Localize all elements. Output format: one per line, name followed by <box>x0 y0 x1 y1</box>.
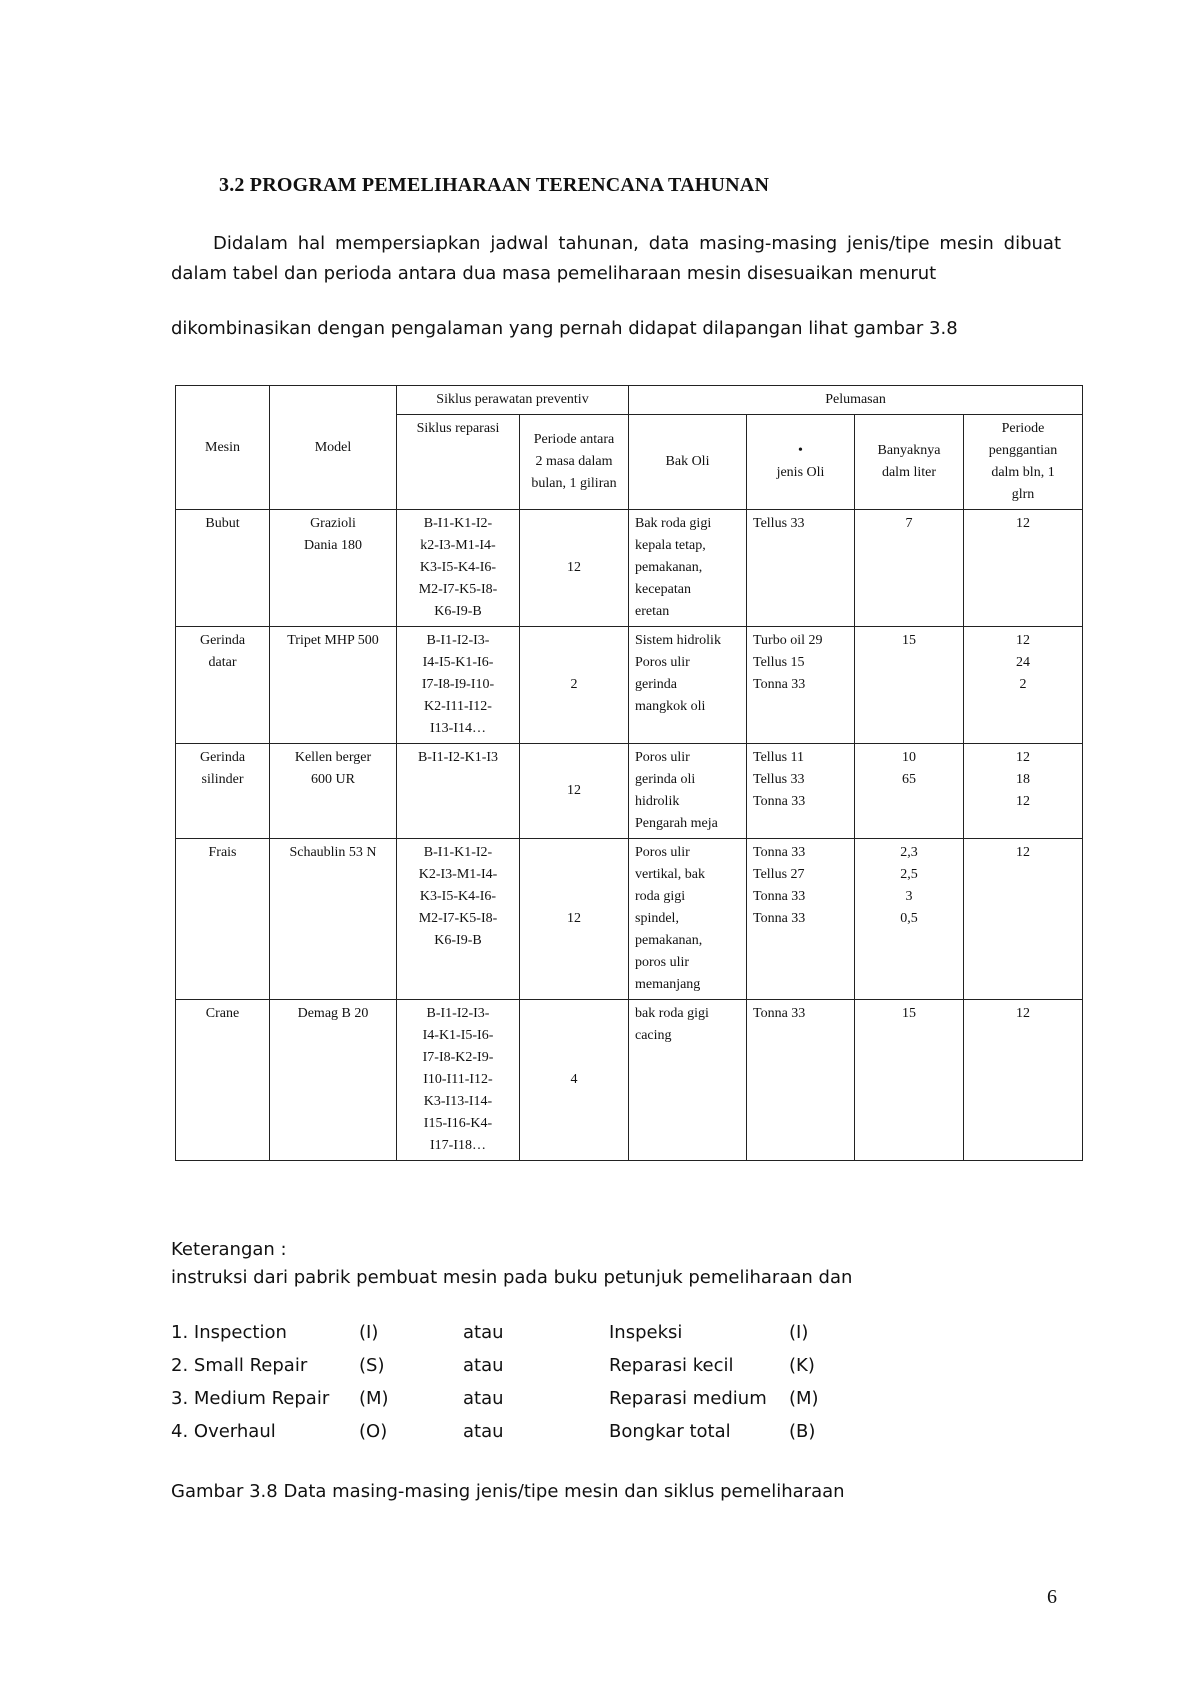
cell-line: Gerinda <box>199 633 246 648</box>
cell-bak-oli <box>629 1000 747 1161</box>
cell-line: K2-I3-M1-I4- <box>418 867 498 882</box>
cell-periode: 2 <box>520 627 629 744</box>
cell-line: M2-I7-K5-I8- <box>418 911 498 926</box>
cell-jenis-oli <box>747 744 855 839</box>
cell-line: Schaublin 53 N <box>289 845 377 860</box>
cell-line: Poros ulir <box>635 845 690 860</box>
cell-line: K3-I5-K4-I6- <box>419 560 497 575</box>
cell-bak-oli <box>629 510 747 627</box>
cell-line: K6-I9-B <box>434 933 482 948</box>
cell-periode: 12 <box>520 510 629 627</box>
cell-line: Gerinda <box>199 750 246 765</box>
cell-line: I7-I8-I9-I10- <box>421 677 495 692</box>
cell-line: B-I1-K1-I2- <box>423 516 493 531</box>
keterangan-text: instruksi dari pabrik pembuat mesin pada buku petunjuk pemeliharaan dan <box>171 1267 853 1288</box>
header-periode-penggantian <box>964 415 1083 510</box>
cell-line: kepala tetap, <box>635 538 706 553</box>
cell-line: mangkok oli <box>635 699 706 714</box>
legend-code: (I) <box>359 1322 379 1343</box>
legend-code-id: (I) <box>789 1322 809 1343</box>
cell-line: penggantian <box>988 443 1058 458</box>
cell-line: 2,3 <box>900 845 918 860</box>
cell-mesin <box>176 510 270 627</box>
cell-line: datar <box>208 655 237 670</box>
cell-mesin <box>176 627 270 744</box>
header-bak-oli: Bak Oli <box>629 415 747 510</box>
cell-line: Kellen berger <box>294 750 372 765</box>
cell-line: glrn <box>1011 487 1035 502</box>
cell-siklus <box>397 839 520 1000</box>
legend-code: (O) <box>359 1421 388 1442</box>
cell-bak-oli <box>629 744 747 839</box>
cell-line: 18 <box>1016 772 1031 787</box>
cell-line: K6-I9-B <box>434 604 482 619</box>
cell-line: 15 <box>902 1006 916 1021</box>
cell-line: I17-I18… <box>430 1138 486 1153</box>
keterangan-label: Keterangan : <box>171 1239 287 1260</box>
cell-line: 2 masa dalam <box>535 454 613 469</box>
legend-code-id: (M) <box>789 1388 819 1409</box>
cell-siklus <box>397 510 520 627</box>
cell-periode: 12 <box>520 839 629 1000</box>
cell-penggantian <box>964 627 1083 744</box>
header-periode-antara <box>520 415 629 510</box>
cell-line: I15-I16-K4- <box>423 1116 493 1131</box>
cell-line: Tonna 33 <box>753 794 806 809</box>
legend-translation: Inspeksi <box>609 1322 683 1343</box>
cell-mesin <box>176 839 270 1000</box>
cell-line: gerinda oli <box>635 772 696 787</box>
cell-line: Pengarah meja <box>635 816 718 831</box>
cell-banyaknya <box>855 1000 964 1161</box>
cell-jenis-oli <box>747 627 855 744</box>
cell-line: silinder <box>201 772 244 787</box>
intro-paragraph-continued: dikombinasikan dengan pengalaman yang pernah didapat dilapangan lihat gambar 3.8 <box>171 318 958 339</box>
cell-line: Dania 180 <box>304 538 362 553</box>
header-siklus-reparasi: Siklus reparasi <box>397 415 520 510</box>
cell-line: Tonna 33 <box>753 889 806 904</box>
cell-line: 0,5 <box>900 911 918 926</box>
legend-atau: atau <box>463 1388 504 1409</box>
cell-bak-oli <box>629 839 747 1000</box>
cell-line: dalm bln, 1 <box>991 465 1055 480</box>
cell-line: 24 <box>1016 655 1031 670</box>
cell-line: spindel, <box>635 911 679 926</box>
legend-item: 1. Inspection <box>171 1322 287 1343</box>
cell-banyaknya <box>855 839 964 1000</box>
cell-line: 12 <box>1016 633 1031 648</box>
cell-line: 2,5 <box>900 867 918 882</box>
cell-line: memanjang <box>635 977 701 992</box>
cell-periode: 12 <box>520 744 629 839</box>
cell-line: Tellus 33 <box>753 516 805 531</box>
legend-item: 4. Overhaul <box>171 1421 276 1442</box>
cell-line: eretan <box>635 604 670 619</box>
cell-line: K3-I13-I14- <box>423 1094 493 1109</box>
table-row <box>176 1000 1083 1161</box>
cell-line: Tonna 33 <box>753 911 806 926</box>
cell-siklus <box>397 744 520 839</box>
cell-banyaknya <box>855 510 964 627</box>
header-dot: • <box>798 443 803 458</box>
cell-bak-oli <box>629 627 747 744</box>
cell-line: Tonna 33 <box>753 845 806 860</box>
header-banyaknya <box>855 415 964 510</box>
section-heading: 3.2 PROGRAM PEMELIHARAAN TERENCANA TAHUNAN <box>219 174 770 196</box>
header-pelumasan-group: Pelumasan <box>629 386 1083 415</box>
legend-translation: Bongkar total <box>609 1421 731 1442</box>
cell-model <box>270 627 397 744</box>
maintenance-table <box>175 385 1083 1161</box>
cell-mesin <box>176 744 270 839</box>
header-jenis-oli <box>747 415 855 510</box>
cell-line: 10 <box>902 750 916 765</box>
cell-line: 65 <box>902 772 916 787</box>
cell-penggantian <box>964 1000 1083 1161</box>
cell-line: K3-I5-K4-I6- <box>419 889 497 904</box>
cell-model <box>270 839 397 1000</box>
cell-line: Turbo oil 29 <box>753 633 823 648</box>
cell-line: 3 <box>905 889 913 904</box>
cell-model <box>270 1000 397 1161</box>
cell-line: 15 <box>902 633 916 648</box>
cell-line: B-I1-I2-I3- <box>426 1006 490 1021</box>
cell-penggantian <box>964 510 1083 627</box>
cell-line: bulan, 1 giliran <box>531 476 617 491</box>
page-number: 6 <box>1047 1586 1057 1608</box>
cell-line: I4-K1-I5-I6- <box>422 1028 494 1043</box>
table-row <box>176 510 1083 627</box>
header-jenis-oli-label: jenis Oli <box>776 465 825 480</box>
table-row <box>176 744 1083 839</box>
cell-line: 12 <box>1016 845 1031 860</box>
cell-siklus <box>397 1000 520 1161</box>
cell-line: Tonna 33 <box>753 677 806 692</box>
cell-line: Bak roda gigi <box>635 516 712 531</box>
cell-line: roda gigi <box>635 889 686 904</box>
cell-line: pemakanan, <box>635 560 703 575</box>
figure-caption: Gambar 3.8 Data masing-masing jenis/tipe mesin dan siklus pemeliharaan <box>171 1481 845 1502</box>
intro-paragraph: Didalam hal mempersiapkan jadwal tahunan, data masing-masing jenis/tipe mesin dibuat dalam tabel dan perioda antara dua masa pemeliharaan mesin disesuaikan menurut <box>171 233 1061 284</box>
legend-code-id: (K) <box>789 1355 815 1376</box>
cell-penggantian <box>964 744 1083 839</box>
legend-code: (M) <box>359 1388 389 1409</box>
cell-line: Grazioli <box>310 516 356 531</box>
cell-jenis-oli <box>747 1000 855 1161</box>
cell-line: Tellus 33 <box>753 772 805 787</box>
cell-line: Tellus 27 <box>753 867 805 882</box>
legend-item: 3. Medium Repair <box>171 1388 330 1409</box>
cell-line: 600 UR <box>311 772 355 787</box>
cell-penggantian <box>964 839 1083 1000</box>
legend-translation: Reparasi kecil <box>609 1355 734 1376</box>
cell-line: dalm liter <box>881 465 937 480</box>
cell-line: Bubut <box>205 516 240 531</box>
cell-line: Tonna 33 <box>753 1006 806 1021</box>
cell-line: Tripet MHP 500 <box>287 633 379 648</box>
keterangan-block <box>171 1236 852 1292</box>
cell-line: hidrolik <box>635 794 680 809</box>
cell-periode: 4 <box>520 1000 629 1161</box>
header-mesin: Mesin <box>176 386 270 510</box>
cell-banyaknya <box>855 744 964 839</box>
cell-line: Poros ulir <box>635 750 690 765</box>
cell-line: I4-I5-K1-I6- <box>422 655 494 670</box>
cell-line: Tellus 15 <box>753 655 805 670</box>
cell-line: M2-I7-K5-I8- <box>418 582 498 597</box>
cell-line: Crane <box>205 1006 240 1021</box>
cell-line: kecepatan <box>635 582 691 597</box>
legend-atau: atau <box>463 1421 504 1442</box>
cell-line: Frais <box>208 845 237 860</box>
cell-line: I7-I8-K2-I9- <box>422 1050 494 1065</box>
table-body <box>176 510 1083 1161</box>
cell-jenis-oli <box>747 839 855 1000</box>
cell-mesin <box>176 1000 270 1161</box>
cell-line: gerinda <box>635 677 677 692</box>
cell-line: I10-I11-I12- <box>423 1072 493 1087</box>
cell-line: bak roda gigi <box>635 1006 709 1021</box>
cell-line: 12 <box>1016 516 1031 531</box>
cell-line: 12 <box>1016 750 1031 765</box>
cell-line: Tellus 11 <box>753 750 804 765</box>
cell-line: Poros ulir <box>635 655 690 670</box>
cell-line: k2-I3-M1-I4- <box>420 538 496 553</box>
cell-siklus <box>397 627 520 744</box>
cell-line: I13-I14… <box>430 721 486 736</box>
cell-line: 7 <box>905 516 913 531</box>
cell-line: pemakanan, <box>635 933 703 948</box>
cell-line: cacing <box>635 1028 672 1043</box>
cell-line: B-I1-I2-I3- <box>426 633 490 648</box>
legend-atau: atau <box>463 1322 504 1343</box>
cell-line: B-I1-K1-I2- <box>423 845 493 860</box>
cell-line: K2-I11-I12- <box>424 699 492 714</box>
legend-atau: atau <box>463 1355 504 1376</box>
cell-line: 2 <box>1019 677 1027 692</box>
legend-code-id: (B) <box>789 1421 816 1442</box>
header-model: Model <box>270 386 397 510</box>
table-row <box>176 627 1083 744</box>
cell-banyaknya <box>855 627 964 744</box>
cell-model <box>270 510 397 627</box>
cell-line: Periode <box>1001 421 1045 436</box>
cell-line: B-I1-I2-K1-I3 <box>417 750 499 765</box>
cell-line: poros ulir <box>635 955 690 970</box>
header-siklus-group: Siklus perawatan preventiv <box>397 386 629 415</box>
cell-line: 12 <box>1016 1006 1031 1021</box>
legend-code: (S) <box>359 1355 385 1376</box>
legend-translation: Reparasi medium <box>609 1388 767 1409</box>
cell-line: Demag B 20 <box>297 1006 369 1021</box>
cell-line: Sistem hidrolik <box>635 633 721 648</box>
cell-jenis-oli <box>747 510 855 627</box>
cell-line: Banyaknya <box>877 443 941 458</box>
cell-line: Periode antara <box>533 432 615 447</box>
legend-item: 2. Small Repair <box>171 1355 308 1376</box>
cell-line: vertikal, bak <box>635 867 705 882</box>
cell-line: 12 <box>1016 794 1031 809</box>
table-row <box>176 839 1083 1000</box>
cell-model <box>270 744 397 839</box>
